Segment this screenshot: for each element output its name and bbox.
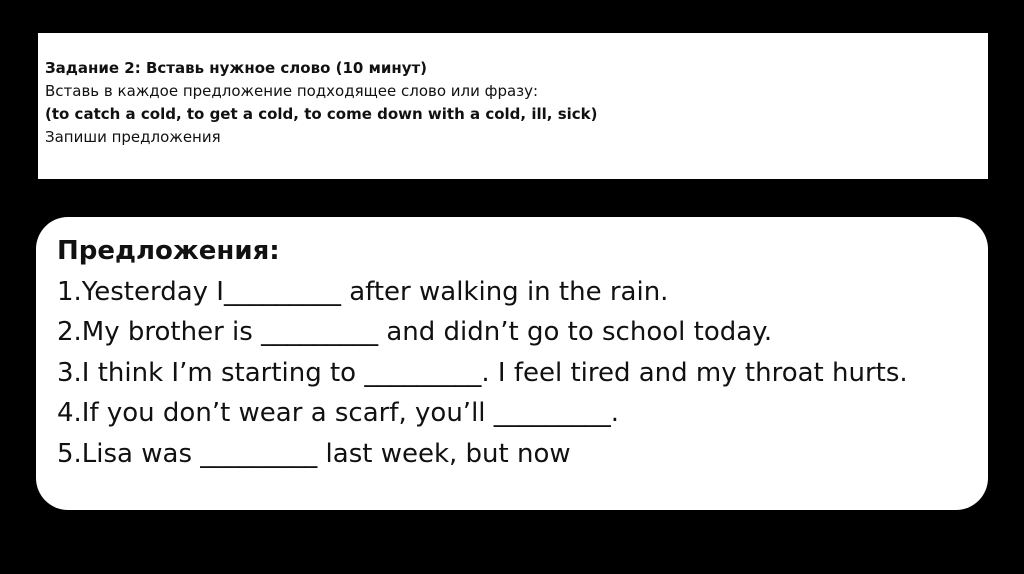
sentence-1: 1.Yesterday I_________ after walking in the rain. <box>57 276 669 307</box>
sentence-4: 4.If you don’t wear a scarf, you’ll _________. <box>57 398 620 428</box>
task-note: Запиши предложения <box>45 128 221 146</box>
sentences-box <box>36 217 988 510</box>
sentence-5: 5.Lisa was _________ last week, but now <box>57 438 571 469</box>
sentence-2: 2.My brother is _________ and didn’t go to school today. <box>57 317 773 347</box>
task-options: (to catch a cold, to get a cold, to come down with a cold, ill, sick) <box>45 105 598 123</box>
sentences-heading: Предложения: <box>57 236 280 266</box>
sentence-3: 3.I think I’m starting to _________. I feel tired and my throat hurts. <box>57 357 908 388</box>
task-instruction: Вставь в каждое предложение подходящее слово или фразу: <box>45 82 539 100</box>
task-title: Задание 2: Вставь нужное слово (10 минут) <box>45 59 428 77</box>
task-box <box>38 33 988 179</box>
